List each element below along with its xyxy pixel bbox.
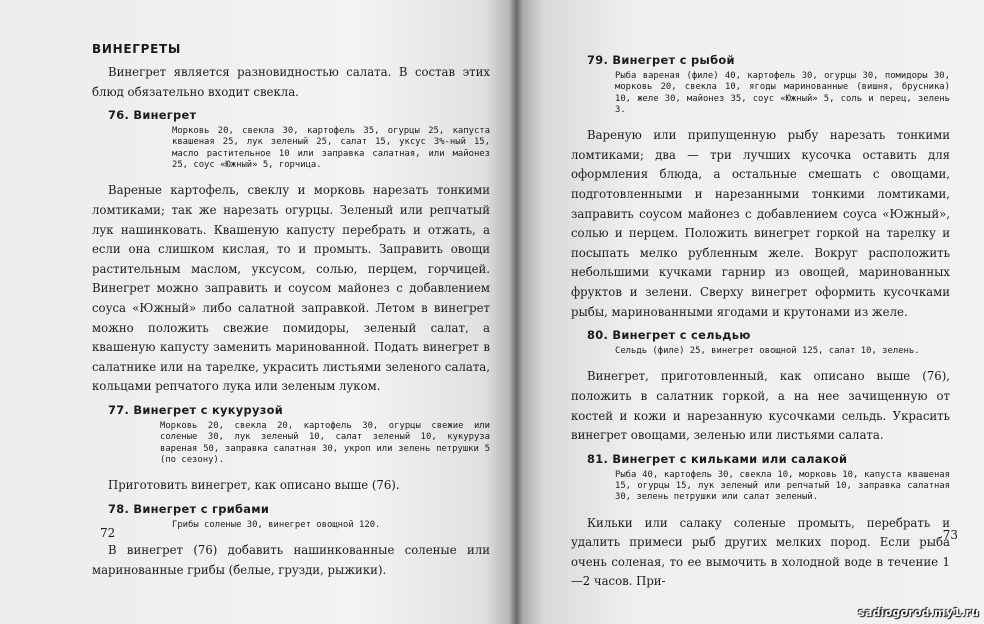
recipe-79-heading: 79. Винегрет с рыбой (587, 53, 735, 67)
recipe-78-ingredients: Грибы соленые 30, винегрет овощной 120. (172, 519, 381, 530)
recipe-81-method: Кильки или салаку соленые промыть, перебрать и удалить примеси рыб других мелких пород. Если рыба очень соленая, то ее вымочить в холодной воде в течение 1—2 часов. При- (571, 515, 950, 589)
right-page (516, 0, 984, 624)
recipe-76-heading: 76. Винегрет (108, 108, 197, 123)
book-spine-shadow (510, 0, 522, 624)
recipe-80-method: Винегрет, приготовленный, как описано выше (76), положить в салатник горкой, а на нее зачищенную от костей и кожи и нарезанную кусочками сельдь. Украсить винегрет овощами, зеленью или листьями салата. (571, 369, 950, 443)
page-number-right: 73 (942, 528, 958, 542)
recipe-78-heading: 78. Винегрет с грибами (108, 501, 270, 516)
recipe-81-heading: 81. Винегрет с кильками или салакой (587, 451, 848, 466)
recipe-78-method: В винегрет (76) добавить нашинкованные соленые или маринованные грибы (белые, грузди, рыжики). (92, 542, 490, 577)
recipe-80-heading: 80. Винегрет с сельдью (587, 328, 751, 343)
recipe-76-method: Вареные картофель, свеклу и морковь нарезать тонкими ломтиками; так же нарезать огурцы. Зеленый или репчатый лук нашинковать. Квашеную капусту перебрать и отжать, а если она слишком кислая, то и промыть. Заправить овощи растительным маслом, уксусом, солью, перцем, горчицей. Винегрет можно заправить и соусом майонез с добавлением соуса «Южный» либо салатной заправкой. Летом в винегрет можно положить свежие помидоры, зеленый салат, а квашеную капусту заменить маринованной. Подать винегрет в салатнике или на тарелке, украсить листьями зеленого салата, кольцами репчатого лука или зеленым луком. (92, 183, 490, 394)
recipe-80-ingredients: Сельдь (филе) 25, винегрет овощной 125, салат 10, зелень. (615, 346, 920, 357)
watermark-text: sadiogorod.my1.ru (858, 606, 979, 619)
intro-text: Винегрет является разновидностью салата. В состав этих блюд обязательно входит свекла. (92, 65, 490, 99)
recipe-77-ingredients: Морковь 20, свекла 20, картофель 30, огурцы свежие или соленые 30, лук зеленый 10, салат зеленый 10, кукуруза вареная 50, заправка салатная 30, укроп или зелень петрушки 5 (по сезону). (160, 420, 490, 465)
recipe-77-heading: 77. Винегрет с кукурузой (108, 402, 284, 417)
section-title: ВИНЕГРЕТЫ (92, 42, 181, 56)
recipe-81-ingredients: Рыба 40, картофель 30, свекла 10, морковь 10, капуста квашеная 15, огурцы 15, лук зеленый или репчатый 10, заправка салатная 30, зелень петрушки или салат зеленый. (615, 469, 950, 503)
recipe-77-method: Приготовить винегрет, как описано выше (76). (108, 478, 400, 493)
page-number-left: 72 (100, 526, 116, 540)
recipe-79-method: Вареную или припущенную рыбу нарезать тонкими ломтиками; два — три лучших кусочка оставить для оформления блюда, а остальные смешать с овощами, подготовленными и нарезанными тонкими ломтиками, заправить соусом майонез с добавлением соуса «Южный», солью и перцем. Положить винегрет горкой на тарелку и посыпать мелко рубленным желе. Вокруг расположить небольшими кучками гарнир из овощей, маринованных фруктов и зелени. Сверху винегрет оформить кусочками рыбы, маринованными ягодами и крутонами из желе. (571, 128, 950, 319)
recipe-76-ingredients: Морковь 20, свекла 30, картофель 35, огурцы 25, капуста квашеная 25, лук зеленый 25, салат 15, уксус 3%-ный 15, масло растительное 10 или заправка салатная, или майонез 25, соус «Южный» 5, горчица. (172, 126, 490, 171)
recipe-79-ingredients: Рыба вареная (филе) 40, картофель 30, огурцы 30, помидоры 30, морковь 20, свекла 10, ягоды маринованные (вишня, брусника) 10, желе 30, майонез 35, соус «Южный» 5, соль и перец, зелень 3. (615, 71, 950, 115)
